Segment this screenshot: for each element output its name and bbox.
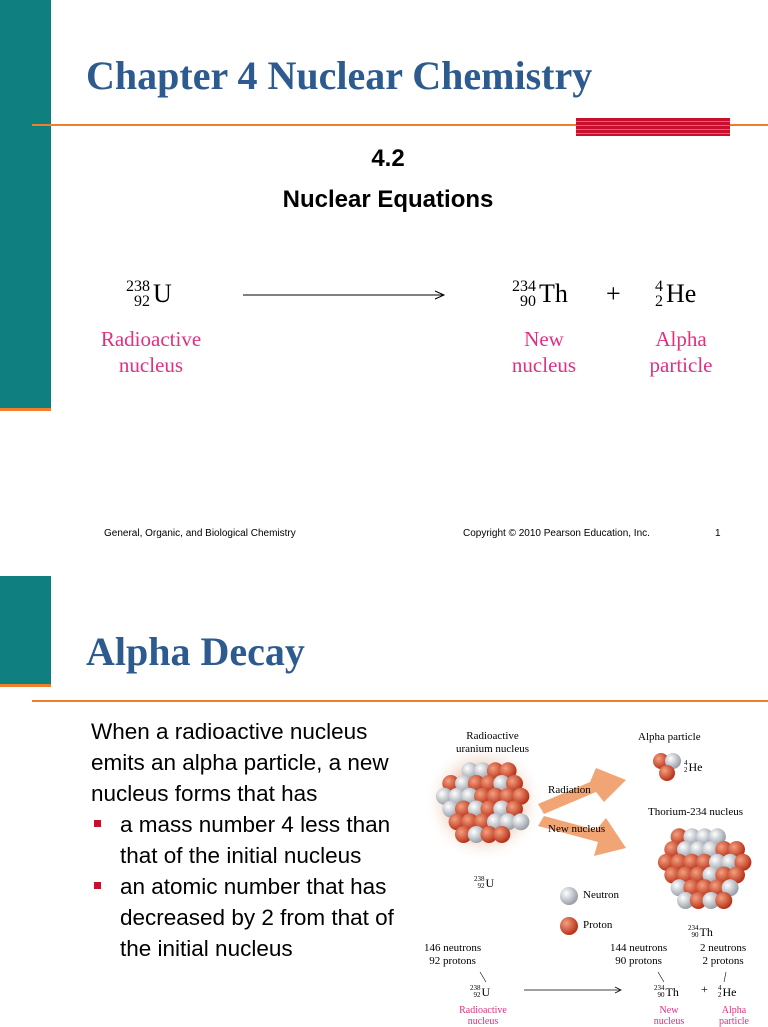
teal-sidebar (0, 576, 51, 684)
element-symbol: Th (539, 279, 568, 308)
element-symbol: U (481, 984, 491, 999)
label-line: particle (649, 353, 713, 377)
bullet-marker (94, 882, 101, 889)
element-symbol: U (485, 875, 495, 890)
thorium-nucleus (658, 828, 752, 909)
label-line: nucleus (511, 353, 577, 377)
fig-helium-symbol (684, 756, 703, 775)
atomic-number: 90 (657, 991, 665, 999)
neutron-count: 144 neutrons (610, 942, 668, 954)
alpha-decay-figure (420, 720, 768, 1027)
nucleon-sphere (659, 765, 675, 781)
mass-number: 4 (718, 984, 722, 992)
thorium-composition (610, 942, 667, 968)
neutron-count: 2 neutrons (700, 942, 747, 954)
title-rule (32, 700, 768, 702)
uranium-composition (424, 942, 481, 968)
mass-number: 238 (474, 875, 485, 883)
label-radioactive-nucleus (90, 326, 212, 378)
element-symbol: He (722, 984, 737, 999)
section-title: Nuclear Equations (282, 186, 494, 213)
atomic-number: 2 (684, 766, 688, 774)
nucleon-sphere (715, 892, 732, 909)
proton-count: 2 protons (702, 955, 744, 967)
bottom-thorium-symbol (654, 981, 679, 1000)
reaction-arrow (243, 289, 448, 301)
neutron-legend-icon (560, 887, 578, 905)
footer-page-number: 1 (715, 528, 721, 539)
plus-sign: + (606, 279, 621, 308)
slide-title: Chapter 4 Nuclear Chemistry (86, 53, 593, 98)
mass-number: 234 (688, 924, 699, 932)
radiation-arrow-down (538, 816, 626, 856)
element-symbol: He (666, 279, 697, 308)
mass-number: 234 (512, 278, 536, 295)
atomic-number: 92 (134, 293, 150, 310)
uranium-symbol (126, 279, 172, 309)
label-line: New (659, 1005, 679, 1016)
bottom-helium-symbol (718, 981, 737, 1000)
label-line: Radioactive (100, 327, 202, 351)
helium-symbol (655, 279, 696, 309)
label-line: nucleus (653, 1016, 685, 1027)
label-line: Alpha (721, 1005, 747, 1016)
bottom-uranium-symbol (470, 981, 490, 1000)
atomic-number: 2 (718, 991, 722, 999)
bullet-item (91, 871, 416, 964)
label-line: nucleus (118, 353, 184, 377)
alpha-decay-text (91, 716, 416, 964)
nucleon-sphere (493, 826, 510, 843)
element-symbol: U (153, 279, 172, 308)
atomic-number: 92 (477, 882, 485, 890)
footer-course: General, Organic, and Biological Chemistry (104, 528, 296, 539)
label-alpha-particle: Alpha particle (638, 731, 701, 743)
nucleon-sphere (512, 813, 529, 830)
element-symbol: Th (699, 924, 713, 939)
label-radiation: Radiation (548, 784, 591, 796)
legend-proton-label: Proton (583, 919, 613, 931)
helium-composition (700, 942, 746, 968)
label-radioactive-uranium (456, 730, 529, 756)
red-accent-block (576, 118, 730, 136)
proton-count: 90 protons (615, 955, 662, 967)
label-line: Alpha (655, 327, 707, 351)
bullet-marker (94, 820, 101, 827)
label-line: Radioactive (459, 1005, 507, 1016)
footer-copyright: Copyright © 2010 Pearson Education, Inc. (463, 528, 650, 539)
mass-number: 238 (126, 278, 150, 295)
bullet-text: an atomic number that has decreased by 2 from that of the initial nucleus (120, 874, 394, 961)
atomic-number: 90 (520, 293, 536, 310)
proton-legend-icon (560, 917, 578, 935)
mass-number: 4 (684, 759, 688, 767)
mass-number: 4 (655, 278, 663, 295)
label-line: Radioactive (466, 730, 519, 742)
fig-thorium-symbol (688, 921, 713, 940)
fig-uranium-symbol (474, 872, 494, 891)
mass-number: 234 (654, 984, 665, 992)
label-line: uranium nucleus (456, 743, 530, 755)
mass-number: 238 (470, 984, 481, 992)
intro-text: When a radioactive nucleus emits an alpha particle, a new nucleus forms that has (91, 719, 389, 806)
neutron-count: 146 neutrons (424, 942, 482, 954)
atomic-number: 2 (655, 293, 663, 310)
label-thorium-nucleus: Thorium-234 nucleus (648, 806, 744, 818)
bullet-item (91, 809, 416, 871)
thorium-symbol (512, 279, 568, 309)
atomic-number: 90 (691, 931, 699, 939)
slide-gap (0, 560, 768, 576)
element-symbol: He (688, 759, 703, 774)
label-line: particle (719, 1016, 749, 1027)
proton-count: 92 protons (429, 955, 476, 967)
section-number: 4.2 (371, 145, 405, 172)
label-new-nucleus: New nucleus (548, 823, 606, 835)
label-line: New (524, 327, 564, 351)
label-alpha-particle (638, 326, 724, 378)
sidebar-accent (0, 408, 51, 411)
alpha-particle-nucleus (653, 753, 681, 781)
legend-neutron-label: Neutron (583, 889, 620, 901)
sidebar-accent (0, 684, 51, 687)
label-new-nucleus (500, 326, 588, 378)
element-symbol: Th (665, 984, 679, 999)
bullet-text: a mass number 4 less than that of the initial nucleus (120, 812, 391, 868)
slide-title: Alpha Decay (86, 629, 305, 674)
label-line: nucleus (467, 1016, 499, 1027)
figure-graphics (420, 720, 768, 1024)
atomic-number: 92 (473, 991, 481, 999)
bottom-plus-sign: + (701, 982, 708, 996)
